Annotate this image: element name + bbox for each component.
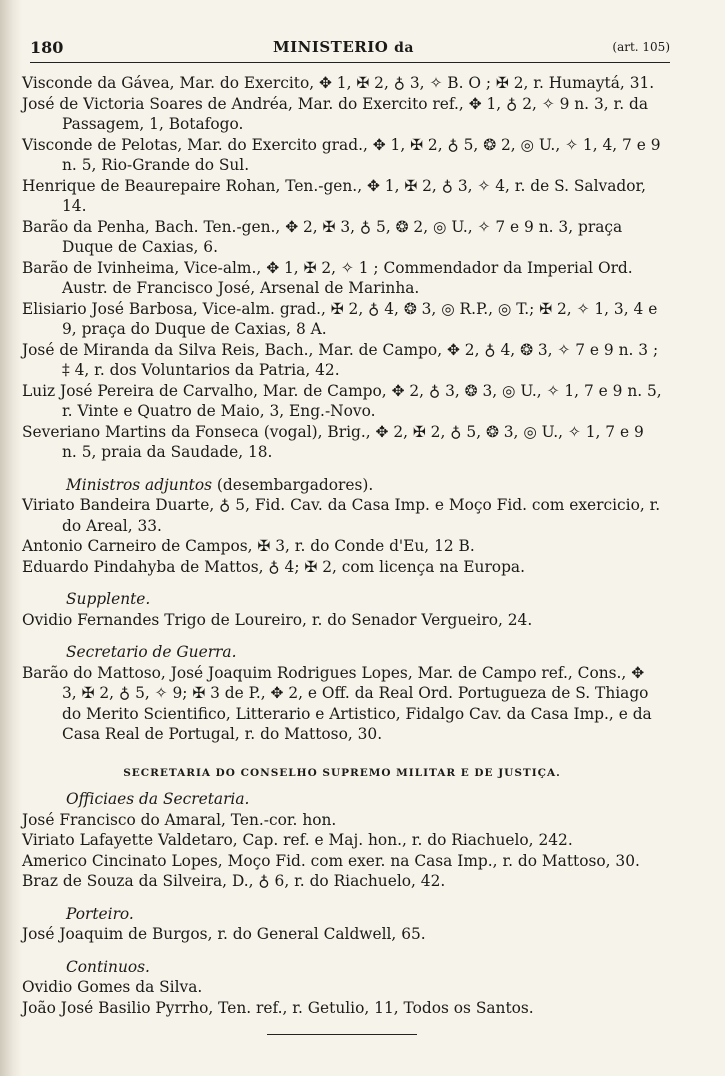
- running-title-main: MINISTERIO: [273, 38, 389, 56]
- entry-severiano-fonseca: Severiano Martins da Fonseca (vogal), Brig., ✥ 2, ✠ 2, ♁ 5, ❂ 3, ◎ U., ✧ 1, 7 e 9 n. 5, praia da Saudade, 18.: [22, 422, 644, 461]
- section-heading-officiaes: Officiaes da Secretaria.: [66, 790, 250, 808]
- entry-viriato-duarte: Viriato Bandeira Duarte, ♁ 5, Fid. Cav. da Casa Imp. e Moço Fid. com exercicio, r. do Areal, 33.: [22, 496, 661, 535]
- entry-jose-burgos: José Joaquim de Burgos, r. do General Caldwell, 65.: [22, 925, 426, 943]
- entry-americo-lopes: Americo Cincinato Lopes, Moço Fid. com exer. na Casa Imp., r. do Mattoso, 30.: [22, 851, 640, 870]
- entry-ovidio-loureiro: Ovidio Fernandes Trigo de Loureiro, r. do Senador Vergueiro, 24.: [22, 610, 533, 629]
- end-rule: [267, 1034, 417, 1035]
- entry-jose-amaral: José Francisco do Amaral, Ten.-cor. hon.: [22, 810, 337, 829]
- entry-henrique-beaurepaire: Henrique de Beaurepaire Rohan, Ten.-gen., ✥ 1, ✠ 2, ♁ 3, ✧ 4, r. de S. Salvador, 14.: [22, 176, 647, 215]
- entry-braz-silveira: Braz de Souza da Silveira, D., ♁ 6, r. do Riachuelo, 42.: [22, 872, 446, 890]
- page-edge-shadow: [0, 0, 22, 1076]
- section-heading-porteiro: Porteiro.: [66, 904, 134, 923]
- section-heading-supplente: Supplente.: [66, 590, 151, 608]
- entry-ovidio-silva: Ovidio Gomes da Silva.: [22, 978, 203, 996]
- entry-antonio-campos: Antonio Carneiro de Campos, ✠ 3, r. do Conde d'Eu, 12 B.: [22, 537, 475, 555]
- article-reference: (art. 105): [612, 40, 670, 54]
- secretaria-title: SECRETARIA DO CONSELHO SUPREMO MILITAR E DE JUSTIÇA.: [123, 766, 561, 779]
- entry-elisiario-barbosa: Elisiario José Barbosa, Vice-alm. grad., ✠ 2, ♁ 4, ❂ 3, ◎ R.P., ◎ T.; ✠ 2, ✧ 1, 3, 4 e 9, praça do Duque de Caxias, 8 A.: [22, 299, 658, 338]
- ministros-heading: Ministros adjuntos: [66, 475, 212, 494]
- running-title-small: da: [394, 40, 414, 56]
- running-title: [273, 38, 414, 56]
- section-heading-continuos: Continuos.: [66, 957, 150, 976]
- entry-barao-penha: Barão da Penha, Bach. Ten.-gen., ✥ 2, ✠ 3, ♁ 5, ❂ 2, ◎ U., ✧ 7 e 9 n. 3, praça Duque de Caxias, 6.: [22, 217, 623, 256]
- entry-jose-victoria: José de Victoria Soares de Andréa, Mar. do Exercito ref., ✥ 1, ♁ 2, ✧ 9 n. 3, r. da Passagem, 1, Botafogo.: [22, 94, 649, 133]
- entry-visconde-gavea: Visconde da Gávea, Mar. do Exercito, ✥ 1, ✠ 2, ♁ 3, ✧ B. O ; ✠ 2, r. Humaytá, 31.: [22, 74, 655, 92]
- entry-viriato-valdetaro: Viriato Lafayette Valdetaro, Cap. ref. e Maj. hon., r. do Riachuelo, 242.: [22, 831, 573, 849]
- entry-visconde-pelotas: Visconde de Pelotas, Mar. do Exercito grad., ✥ 1, ✠ 2, ♁ 5, ❂ 2, ◎ U., ✧ 1, 4, 7 e 9 n. 5, Rio-Grande do Sul.: [22, 135, 661, 174]
- page-header: [30, 36, 670, 63]
- page-number: 180: [30, 38, 64, 57]
- ministros-heading-suffix: (desembargadores).: [212, 475, 374, 494]
- entry-joao-pyrrho: João José Basilio Pyrrho, Ten. ref., r. Getulio, 11, Todos os Santos.: [22, 998, 534, 1017]
- entry-eduardo-mattos: Eduardo Pindahyba de Mattos, ♁ 4; ✠ 2, com licença na Europa.: [22, 557, 525, 576]
- entry-barao-mattoso: Barão do Mattoso, José Joaquim Rodrigues Lopes, Mar. de Campo ref., Cons., ✥ 3, ✠ 2, ♁ 5, ✧ 9; ✠ 3 de P., ✥ 2, e Off. da Real Ord. Portugueza de S. Thiago do Merito Scientifico, Litterario e Artistico, Fidalgo Cav. da Casa Imp., e da Casa Real de Portugal, r. do Mattoso, 30.: [22, 663, 652, 743]
- page-content: [22, 73, 662, 1035]
- section-heading-ministros: [66, 475, 662, 496]
- entry-luiz-carvalho: Luiz José Pereira de Carvalho, Mar. de Campo, ✥ 2, ♁ 3, ❂ 3, ◎ U., ✧ 1, 7 e 9 n. 5, r. Vinte e Quatro de Maio, 3, Eng.-Novo.: [22, 381, 662, 420]
- section-heading-secretario: Secretario de Guerra.: [66, 643, 237, 661]
- entry-barao-ivinheima: Barão de Ivinheima, Vice-alm., ✥ 1, ✠ 2, ✧ 1 ; Commendador da Imperial Ord. Austr. de Francisco José, Arsenal de Marinha.: [22, 258, 633, 297]
- entry-jose-miranda: José de Miranda da Silva Reis, Bach., Mar. de Campo, ✥ 2, ♁ 4, ❂ 3, ✧ 7 e 9 n. 3 ; ‡ 4, r. dos Voluntarios da Patria, 42.: [22, 340, 659, 379]
